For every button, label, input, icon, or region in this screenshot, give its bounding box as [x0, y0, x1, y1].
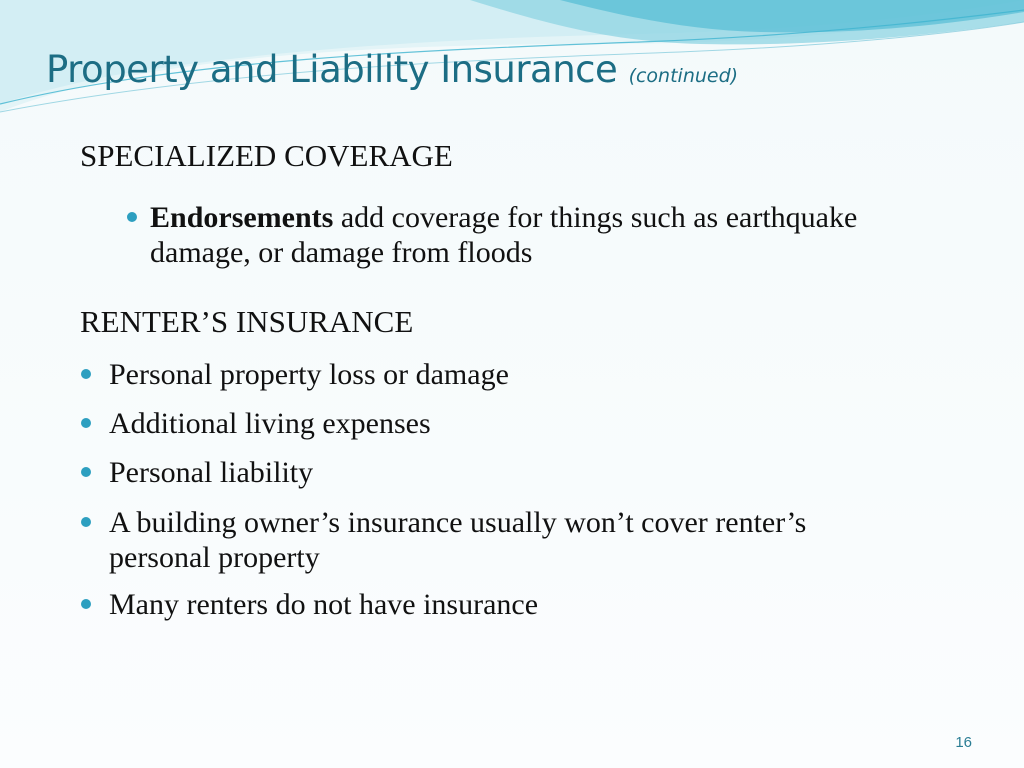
endorsements-term: Endorsements — [150, 201, 334, 234]
renters-bullet-item — [109, 505, 839, 575]
bullet-text: Personal liability — [109, 456, 314, 489]
endorsements-description: add coverage for things such as earthquake damage, or damage from floods — [150, 201, 858, 269]
bullet-text: Additional living expenses — [109, 407, 431, 440]
bullet-icon — [81, 369, 91, 379]
bullet-text: Many renters do not have insurance — [109, 588, 539, 621]
bullet-icon — [81, 517, 91, 527]
renters-insurance-heading: RENTER’S INSURANCE — [80, 304, 414, 339]
specialized-bullet-item — [150, 200, 930, 270]
bullet-text: Personal property loss or damage — [109, 358, 509, 391]
bullet-icon — [81, 467, 91, 477]
bullet-icon — [81, 599, 91, 609]
renters-bullet-item — [109, 357, 869, 392]
renters-bullet-item — [109, 455, 869, 490]
renters-bullet-item — [109, 406, 869, 441]
renters-bullet-item — [109, 587, 869, 622]
bullet-icon — [81, 418, 91, 428]
specialized-coverage-heading: SPECIALIZED COVERAGE — [80, 138, 453, 173]
bullet-text — [150, 200, 930, 270]
bullet-icon — [127, 212, 137, 222]
slide-title-continued: (continued) — [628, 65, 739, 87]
bullet-text: A building owner’s insurance usually won’t cover renter’s personal property — [109, 506, 807, 574]
slide-title-main: Property and Liability Insurance — [46, 48, 618, 91]
slide-number: 16 — [955, 734, 972, 751]
slide-title — [46, 48, 738, 91]
